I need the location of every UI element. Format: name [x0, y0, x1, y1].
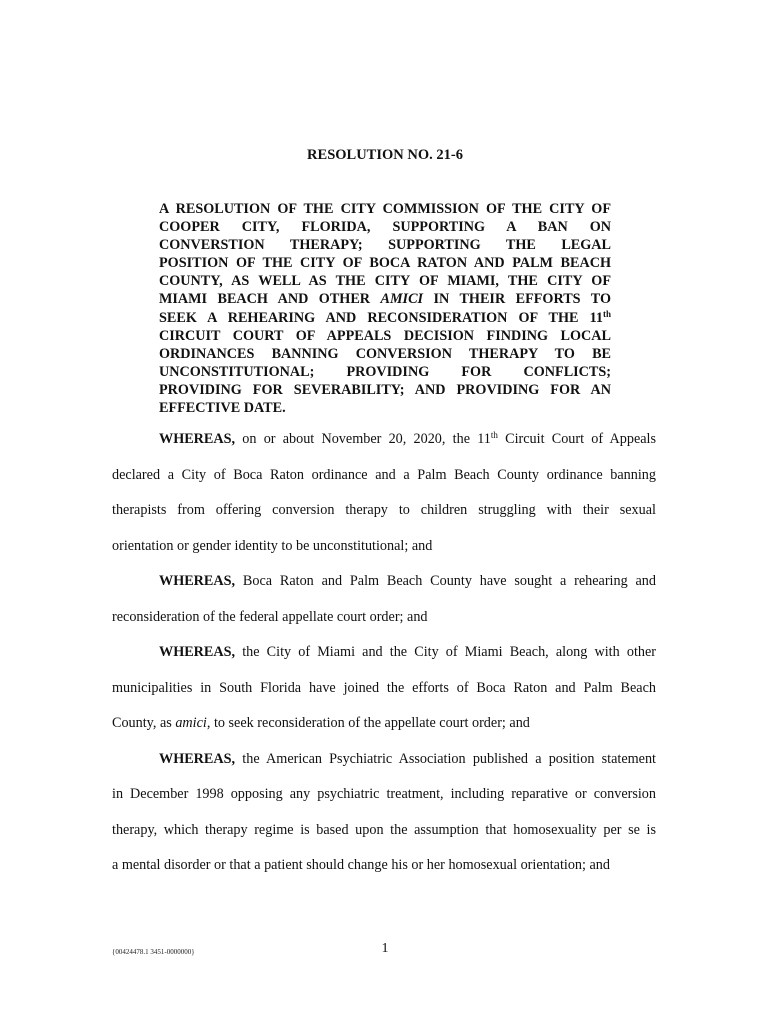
body-superscript: th — [490, 430, 498, 440]
body-line: therapists from offering conversion therapy to children struggling with their sexual — [112, 502, 656, 518]
body-amici: amici — [175, 715, 207, 731]
caption-line: COOPER CITY, FLORIDA, SUPPORTING A BAN ON — [159, 219, 611, 236]
caption-line — [159, 290, 611, 308]
whereas-label: WHEREAS, — [159, 750, 236, 767]
whereas-label: WHEREAS, — [159, 644, 236, 660]
caption-line: POSITION OF THE CITY OF BOCA RATON AND PALM BEACH — [159, 255, 611, 272]
resolution-title: RESOLUTION NO. 21-6 — [307, 147, 463, 163]
caption-text: IN THEIR EFFORTS TO — [423, 291, 611, 308]
caption-line: COUNTY, AS WELL AS THE CITY OF MIAMI, THE CITY OF — [159, 273, 611, 290]
caption-line — [159, 309, 611, 327]
caption-line: CIRCUIT COURT OF APPEALS DECISION FINDING LOCAL — [159, 327, 611, 344]
body-line: therapy, which therapy regime is based upon the assumption that homosexuality per se is — [112, 821, 656, 838]
body-line — [112, 750, 656, 786]
body-text: , to seek reconsideration of the appellate court order; and — [206, 715, 530, 731]
body-text: on or about November 20, 2020, the 11 — [235, 431, 491, 447]
body-line — [112, 643, 656, 679]
caption-text: MIAMI BEACH AND OTHER — [159, 291, 381, 308]
body-text: Circuit Court of Appeals — [497, 431, 657, 447]
caption-line: A RESOLUTION OF THE CITY COMMISSION OF THE CITY OF — [159, 201, 611, 217]
document-footer-id: {00424478.1 3451-0000000} — [112, 948, 195, 956]
body-line: declared a City of Boca Raton ordinance and a Palm Beach County ordinance banning — [112, 466, 656, 483]
body-text: the City of Miami and the City of Miami Beach, along with other — [235, 644, 656, 660]
body-line — [112, 714, 656, 750]
caption-line: UNCONSTITUTIONAL; PROVIDING FOR CONFLICTS; — [159, 363, 611, 380]
caption-line: EFFECTIVE DATE. — [159, 400, 286, 417]
body-line: orientation or gender identity to be unconstitutional; and — [112, 537, 433, 554]
whereas-label: WHEREAS, — [159, 573, 236, 589]
body-text: the American Psychiatric Association published a position statement — [235, 750, 656, 767]
caption-line: ORDINANCES BANNING CONVERSION THERAPY TO BE — [159, 345, 611, 362]
body-line — [112, 572, 656, 608]
body-line: in December 1998 opposing any psychiatric treatment, including reparative or conversion — [112, 786, 656, 802]
caption-line: CONVERSTION THERAPY; SUPPORTING THE LEGAL — [159, 237, 611, 254]
caption-text: SEEK A REHEARING AND RECONSIDERATION OF THE 11 — [159, 309, 603, 326]
caption-superscript: th — [602, 308, 611, 319]
body-line: municipalities in South Florida have joined the efforts of Boca Raton and Palm Beach — [112, 679, 656, 696]
resolution-body — [112, 430, 656, 892]
body-line — [112, 430, 656, 466]
whereas-label: WHEREAS, — [159, 431, 236, 447]
body-text: Boca Raton and Palm Beach County have sought a rehearing and — [235, 573, 656, 589]
body-line: a mental disorder or that a patient should change his or her homosexual orientation; and — [112, 857, 610, 873]
body-line: reconsideration of the federal appellate court order; and — [112, 608, 428, 625]
caption-line: PROVIDING FOR SEVERABILITY; AND PROVIDING FOR AN — [159, 381, 611, 398]
caption-amici: AMICI — [380, 291, 424, 308]
body-text: County, as — [112, 715, 176, 731]
resolution-caption — [159, 200, 611, 417]
page-number: 1 — [381, 941, 389, 956]
